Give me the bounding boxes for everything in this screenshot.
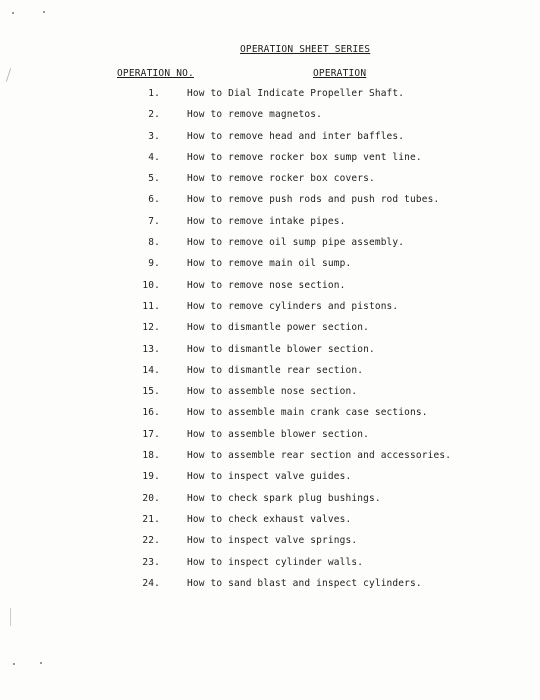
operation-number: 10. xyxy=(142,279,160,291)
column-header-number: OPERATION NO. xyxy=(117,68,194,79)
operation-number: 12. xyxy=(142,322,160,334)
operation-text: How to assemble rear section and accessories. xyxy=(187,450,452,462)
operation-number: 3. xyxy=(148,130,160,142)
operation-row xyxy=(0,450,540,471)
operation-text: How to assemble nose section. xyxy=(187,386,358,398)
operation-text: How to check exhaust valves. xyxy=(187,513,352,525)
operation-row xyxy=(0,493,540,514)
operation-number: 15. xyxy=(142,386,160,398)
operation-text: How to remove cylinders and pistons. xyxy=(187,300,399,312)
operation-text: How to inspect valve guides. xyxy=(187,471,352,483)
scan-speck xyxy=(40,662,42,664)
operation-row xyxy=(0,514,540,535)
operation-text: How to inspect valve springs. xyxy=(187,535,358,547)
operation-row xyxy=(0,173,540,194)
operation-number: 14. xyxy=(142,364,160,376)
operation-row xyxy=(0,194,540,215)
document-title: OPERATION SHEET SERIES xyxy=(240,44,371,55)
operation-row xyxy=(0,535,540,556)
operation-number: 8. xyxy=(148,237,160,249)
scan-edge-mark xyxy=(6,68,11,82)
operation-row xyxy=(0,344,540,365)
operation-text: How to remove head and inter baffles. xyxy=(187,130,405,142)
operation-number: 1. xyxy=(148,88,160,99)
operation-number: 2. xyxy=(148,109,160,121)
operation-number: 11. xyxy=(142,300,160,312)
operation-number: 24. xyxy=(142,577,160,589)
operation-text: How to remove intake pipes. xyxy=(187,215,346,227)
operation-row xyxy=(0,322,540,343)
operation-number: 9. xyxy=(148,258,160,270)
scan-edge-mark xyxy=(10,608,11,626)
operation-text: How to dismantle blower section. xyxy=(187,343,375,355)
operation-row xyxy=(0,407,540,428)
operation-number: 6. xyxy=(148,194,160,206)
operation-text: How to inspect cylinder walls. xyxy=(187,556,364,568)
operation-row xyxy=(0,578,540,599)
operation-row xyxy=(0,365,540,386)
operation-number: 19. xyxy=(142,471,160,483)
operation-number: 20. xyxy=(142,492,160,504)
operation-number: 21. xyxy=(142,513,160,525)
operation-text: How to remove oil sump pipe assembly. xyxy=(187,237,405,249)
operation-text: How to dismantle rear section. xyxy=(187,364,364,376)
operation-text: How to Dial Indicate Propeller Shaft. xyxy=(187,88,405,99)
operation-text: How to remove nose section. xyxy=(187,279,346,291)
operation-row xyxy=(0,109,540,130)
operation-row xyxy=(0,301,540,322)
operation-row xyxy=(0,88,540,109)
operation-text: How to sand blast and inspect cylinders. xyxy=(187,577,422,589)
operation-text: How to assemble main crank case sections. xyxy=(187,407,428,419)
operation-number: 7. xyxy=(148,215,160,227)
operation-list xyxy=(0,88,540,599)
operation-text: How to remove rocker box sump vent line. xyxy=(187,151,422,163)
operation-text: How to check spark plug bushings. xyxy=(187,492,381,504)
operation-text: How to remove rocker box covers. xyxy=(187,173,375,185)
operation-number: 5. xyxy=(148,173,160,185)
operation-row xyxy=(0,386,540,407)
column-header-operation: OPERATION xyxy=(313,68,367,79)
operation-row xyxy=(0,557,540,578)
operation-text: How to dismantle power section. xyxy=(187,322,369,334)
operation-number: 18. xyxy=(142,450,160,462)
operation-row xyxy=(0,216,540,237)
operation-row xyxy=(0,237,540,258)
operation-number: 17. xyxy=(142,428,160,440)
operation-text: How to assemble blower section. xyxy=(187,428,369,440)
operation-text: How to remove magnetos. xyxy=(187,109,322,121)
operation-row xyxy=(0,471,540,492)
operation-row xyxy=(0,429,540,450)
operation-text: How to remove push rods and push rod tubes. xyxy=(187,194,440,206)
operation-number: 4. xyxy=(148,151,160,163)
operation-row xyxy=(0,152,540,173)
scan-speck xyxy=(13,663,15,665)
operation-number: 22. xyxy=(142,535,160,547)
scan-speck xyxy=(12,12,14,14)
operation-row xyxy=(0,131,540,152)
operation-number: 23. xyxy=(142,556,160,568)
operation-text: How to remove main oil sump. xyxy=(187,258,352,270)
operation-number: 13. xyxy=(142,343,160,355)
operation-row xyxy=(0,258,540,279)
scan-speck xyxy=(43,11,45,13)
operation-row xyxy=(0,280,540,301)
operation-number: 16. xyxy=(142,407,160,419)
